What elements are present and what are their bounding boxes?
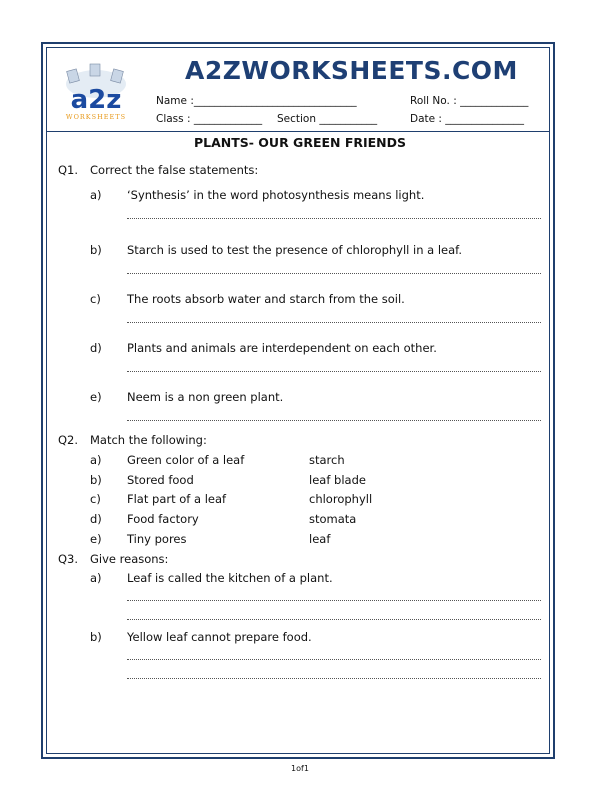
answer-line[interactable]	[127, 420, 541, 421]
match-right-text: leaf	[309, 532, 331, 546]
match-right-text: leaf blade	[309, 473, 366, 487]
item-label: b)	[90, 630, 102, 644]
date-field[interactable]: Date : _______________	[410, 113, 525, 125]
question-number: Q3.	[58, 552, 79, 566]
question-prompt: Correct the false statements:	[90, 163, 259, 177]
page-number: 1of1	[291, 764, 309, 773]
section-field[interactable]: Section ___________	[277, 113, 378, 125]
match-right-text: chlorophyll	[309, 492, 373, 506]
question-number: Q1.	[58, 163, 79, 177]
item-label: c)	[90, 292, 101, 306]
roll-number-field[interactable]: Roll No. : _____________	[410, 95, 529, 107]
match-left-text: Tiny pores	[127, 532, 187, 546]
answer-line[interactable]	[127, 619, 541, 620]
answer-line[interactable]	[127, 600, 541, 601]
statement-text: Starch is used to test the presence of chlorophyll in a leaf.	[127, 243, 463, 257]
worksheet-title: PLANTS- OUR GREEN FRIENDS	[193, 135, 407, 150]
match-left-text: Flat part of a leaf	[127, 492, 227, 506]
item-label: d)	[90, 341, 102, 355]
a2z-logo	[56, 62, 136, 122]
match-left-text: Food factory	[127, 512, 199, 526]
statement-text: Plants and animals are interdependent on each other.	[127, 341, 437, 355]
item-label: a)	[90, 453, 102, 467]
question-number: Q2.	[58, 433, 79, 447]
item-label: b)	[90, 473, 102, 487]
answer-line[interactable]	[127, 678, 541, 679]
statement-text: The roots absorb water and starch from the soil.	[127, 292, 405, 306]
match-left-text: Stored food	[127, 473, 194, 487]
page-border-inner	[46, 47, 550, 754]
name-field[interactable]: Name :_______________________________	[156, 95, 357, 107]
answer-line[interactable]	[127, 273, 541, 274]
reason-text: Yellow leaf cannot prepare food.	[127, 630, 312, 644]
logo-text: a2z	[70, 85, 122, 115]
question-prompt: Give reasons:	[90, 552, 169, 566]
match-left-text: Green color of a leaf	[127, 453, 245, 467]
site-title: A2ZWORKSHEETS.COM	[185, 56, 518, 85]
match-right-text: starch	[309, 453, 345, 467]
class-field[interactable]: Class : _____________	[156, 113, 263, 125]
statement-text: Neem is a non green plant.	[127, 390, 284, 404]
item-label: c)	[90, 492, 101, 506]
item-label: e)	[90, 532, 102, 546]
item-label: a)	[90, 571, 102, 585]
header-divider	[47, 131, 549, 132]
item-label: e)	[90, 390, 102, 404]
item-label: b)	[90, 243, 102, 257]
answer-line[interactable]	[127, 322, 541, 323]
logo-subtext: WORKSHEETS	[65, 113, 127, 121]
item-label: d)	[90, 512, 102, 526]
reason-text: Leaf is called the kitchen of a plant.	[127, 571, 333, 585]
item-label: a)	[90, 188, 102, 202]
match-right-text: stomata	[309, 512, 357, 526]
statement-text: ‘Synthesis’ in the word photosynthesis means light.	[127, 188, 425, 202]
answer-line[interactable]	[127, 371, 541, 372]
answer-line[interactable]	[127, 659, 541, 660]
answer-line[interactable]	[127, 218, 541, 219]
question-prompt: Match the following:	[90, 433, 207, 447]
